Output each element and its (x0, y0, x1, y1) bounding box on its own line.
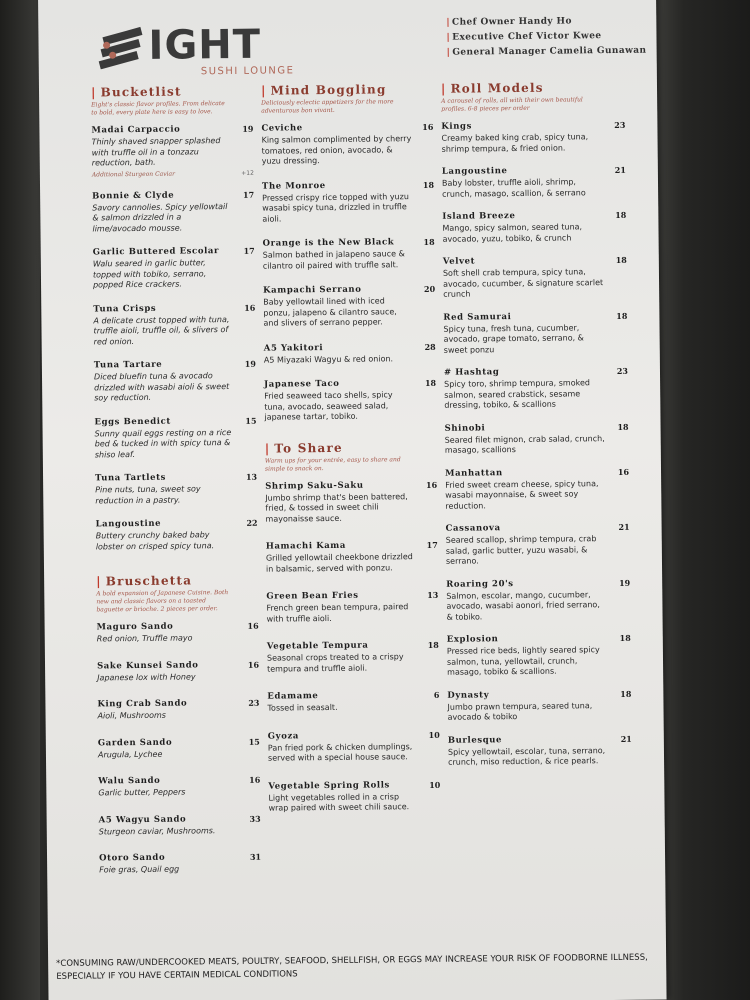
item-description: Seared scallop, shrimp tempura, crab salad, garlic butter, yuzu wasabi, & serrano. (445, 534, 597, 566)
item-description: Spicy toro, shrimp tempura, smoked salmon, seared crabstick, sesame dressing, tobiko, & scallions (444, 378, 590, 410)
item-description: Sunny quail eggs resting on a rice bed & tucked in with spicy tuna & shiso leaf. (94, 427, 232, 459)
item-description: Pine nuts, tuna, sweet soy reduction in a pastry. (95, 484, 201, 505)
item-description: Foie gras, Quail egg (99, 864, 180, 875)
menu-item (99, 851, 262, 876)
menu-item (442, 209, 627, 245)
section-description: Deliciously eclectic appetizers for the more adventurous bon vivant. (261, 98, 394, 115)
item-addon-price: +12 (241, 169, 254, 177)
menu-item (97, 697, 260, 722)
item-description: Pressed crispy rice topped with yuzu wasabi spicy tuna, drizzled in truffle aioli. (262, 191, 409, 224)
item-name: Island Breeze (442, 211, 516, 222)
item-price: 16 (247, 620, 259, 631)
eight-logo-mark-icon (96, 23, 148, 70)
item-name: Tuna Crisps (93, 303, 157, 314)
item-description: Arugula, Lychee (97, 749, 163, 759)
item-description: French green bean tempura, paired with truffle aioli. (266, 602, 409, 624)
item-price: 13 (427, 589, 439, 600)
section-description: A bold expansion of Japanese Cuisine. Both new and classic flavors on a toasted baguette or brioche. 2 pieces per order. (96, 589, 229, 614)
item-description: Savory cannolies. Spicy yellowtail & salmon drizzled in a lime/avocado mousse. (92, 201, 228, 233)
section-description: Warm ups for your entrée, easy to share and simple to snack on. (264, 455, 401, 473)
item-price: 18 (424, 377, 437, 388)
item-description: Buttery crunchy baked baby lobster on crisped spicy tuna. (95, 530, 215, 551)
section-title: | To Share (264, 440, 343, 456)
item-description: Pan fried pork & chicken dumplings, served with a special house sauce. (267, 741, 413, 763)
item-description: Fried sweet cream cheese, spicy tuna, wasabi mayonnaise, & sweet soy reduction. (445, 478, 599, 511)
staff-person: Victor Kwee (536, 31, 602, 42)
item-price: 10 (428, 729, 440, 740)
item-name: King Crab Sando (97, 698, 188, 710)
item-list (441, 119, 632, 768)
item-name: Cassanova (445, 523, 501, 534)
item-price: 17 (426, 539, 438, 550)
menu-item (97, 736, 260, 760)
item-name: Garden Sando (97, 737, 173, 748)
raw-food-disclaimer: *CONSUMING RAW/UNDERCOOKED MEATS, POULTRY, SEAFOOD, SHELLFISH, OR EGGS MAY INCREASE YOUR RISK OF FOODBORNE ILLNESS, ESPECIALLY IF YOU HAVE CERTAIN MEDICAL CONDITIONS (56, 952, 648, 982)
item-name: A5 Yakitori (263, 342, 324, 354)
staff-line: | Executive Chef Victor Kwee (446, 31, 602, 43)
section-to-share (264, 440, 441, 815)
item-name: # Hashtag (443, 367, 500, 378)
item-price: 18 (616, 310, 628, 321)
menu-item (443, 365, 629, 411)
item-description: Grilled yellowtail cheekbone drizzled in balsamic, served with ponzu. (265, 552, 413, 574)
section-description: A carousel of rolls, all with their own beautiful profiles. 6-8 pieces per order (441, 96, 583, 113)
item-name: Tuna Tartlets (95, 472, 167, 484)
menu-item (92, 245, 255, 291)
menu-item (267, 729, 440, 765)
item-description: Spicy tuna, fresh tuna, cucumber, avocado, grape tomato, serrano, & sweet ponzu (443, 322, 584, 355)
item-name: Gyoza (267, 730, 300, 742)
item-description: Fried seaweed taco shells, spicy tuna, avocado, seaweed salad, japanese tartar, tobiko. (264, 390, 393, 422)
item-price: 18 (615, 209, 627, 220)
item-description: Light vegetables rolled in a crisp wrap paired with sweet chili sauce. (268, 791, 410, 813)
item-description: Sturgeon caviar, Mushrooms. (98, 825, 216, 836)
item-addon: Additional Sturgeon Caviar (91, 170, 176, 178)
item-name: Tuna Tartare (93, 359, 163, 371)
menu-item (441, 119, 626, 155)
item-price: 16 (617, 466, 630, 477)
menu-item (447, 688, 632, 724)
item-price: 18 (619, 632, 631, 643)
item-name: Kampachi Serrano (263, 284, 362, 296)
menu-item (268, 779, 441, 815)
item-price: 16 (249, 774, 261, 785)
menu-item (444, 466, 630, 512)
item-list (96, 620, 262, 876)
item-description: Baby lobster, truffle aioli, shrimp, crunch, masago, scallion, & serrano (441, 177, 586, 199)
menu-item (265, 539, 438, 575)
menu-page (38, 0, 667, 1000)
table-surface-left (0, 0, 40, 1000)
staff-role: General Manager (452, 46, 547, 58)
item-name: Vegetable Tempura (266, 640, 369, 652)
item-description: Mango, spicy salmon, seared tuna, avocado, yuzu, tobiko, & crunch (442, 222, 583, 244)
menu-item (266, 589, 439, 625)
item-list (265, 479, 441, 815)
staff-role: Chef Owner (451, 17, 516, 28)
item-name: Langoustine (95, 518, 162, 530)
staff-list (446, 14, 646, 61)
section-title: | Bucketlist (90, 84, 182, 100)
item-name: Hamachi Kama (265, 540, 347, 552)
menu-item (98, 813, 261, 837)
menu-item (441, 164, 626, 200)
staff-role: Executive Chef (452, 31, 533, 43)
menu-item (444, 421, 629, 457)
section-bruschetta (96, 573, 262, 876)
menu-column-right (440, 80, 632, 780)
item-price: 22 (246, 517, 258, 528)
section-roll-models (440, 80, 632, 768)
item-name: Shrimp Saku-Saku (265, 480, 364, 492)
item-price: 23 (616, 365, 629, 376)
menu-item (261, 179, 435, 225)
menu-item (442, 254, 627, 300)
item-description: Salmon bathed in jalapeno sauce & cilantro oil paired with truffle salt. (262, 249, 405, 271)
menu-item (96, 659, 260, 683)
item-description: A delicate crust topped with tuna, truffle aioli, truffle oil, & slivers of red onion. (93, 314, 230, 346)
staff-line: | Chef Owner Handy Ho (446, 16, 572, 28)
menu-item (267, 689, 440, 714)
menu-item (446, 577, 631, 623)
staff-person: Camelia Gunawan (549, 45, 647, 57)
item-name: Green Bean Fries (266, 590, 359, 602)
item-price: 23 (248, 697, 260, 708)
item-name: Japanese Taco (264, 378, 340, 390)
section-bucketlist (90, 84, 258, 552)
item-price: 16 (425, 479, 438, 490)
menu-item (92, 189, 255, 234)
item-description: Creamy baked king crab, spicy tuna, shrimp tempura, & fried onion. (441, 132, 589, 154)
item-name: Vegetable Spring Rolls (268, 779, 390, 792)
item-price: 21 (618, 521, 630, 532)
item-name: Edamame (267, 691, 319, 702)
item-name: Sake Kunsei Sando (96, 659, 199, 671)
item-name: Manhattan (444, 467, 503, 479)
item-name: Otoro Sando (99, 852, 166, 864)
item-price: 19 (242, 123, 254, 134)
item-description: Baby yellowtail lined with iced ponzu, jalapeno & cilantro sauce, and slivers of serrano pepper. (263, 296, 397, 328)
item-price: 18 (423, 236, 435, 247)
item-list (91, 123, 258, 552)
item-price: 17 (243, 245, 255, 256)
menu-item (93, 358, 256, 404)
item-name: Shinobi (444, 422, 486, 434)
logo-wordmark: IGHT (148, 21, 262, 69)
menu-item (445, 521, 630, 567)
item-description: Seasonal crops treated to a crispy tempura and truffle aioli. (266, 652, 404, 674)
item-name: Garlic Buttered Escolar (92, 246, 220, 258)
item-description: Thinly shaved snapper splashed with truffle oil in a tonzazu reduction, bath. (91, 136, 221, 168)
menu-item (95, 471, 258, 506)
staff-line: | General Manager Camelia Gunawan (446, 45, 647, 58)
item-description: Walu seared in garlic butter, topped with tobiko, serrano, popped Rice crackers. (92, 258, 207, 290)
item-price: 6 (433, 689, 440, 700)
item-name: Roaring 20's (446, 578, 514, 590)
menu-item (95, 517, 258, 552)
item-description: Salmon, escolar, mango, cucumber, avocado, wasabi aonori, fried serrano, & tobiko. (446, 589, 600, 622)
item-price: 21 (620, 733, 632, 744)
item-price: 19 (619, 577, 631, 588)
item-name: Dynasty (447, 689, 490, 701)
item-name: Velvet (442, 256, 476, 267)
item-price: 13 (245, 471, 258, 482)
item-price: 18 (422, 179, 435, 190)
item-name: Langoustine (441, 166, 508, 177)
item-price: 18 (620, 688, 632, 699)
item-price: 28 (424, 341, 436, 352)
item-description: Pressed rice beds, lightly seared spicy salmon, tuna, yellowtail, crunch, masago, tobiko & scallions. (446, 645, 600, 677)
menu-item (262, 236, 435, 272)
menu-item (264, 377, 437, 423)
item-price: 16 (244, 302, 256, 313)
item-list (261, 121, 437, 423)
item-name: Kings (441, 121, 472, 132)
section-title: | Mind Boggling (260, 82, 387, 98)
section-title: | Bruschetta (96, 573, 193, 589)
menu-item (443, 310, 628, 356)
item-description: Tossed in seasalt. (267, 702, 338, 713)
item-price: 15 (248, 736, 260, 747)
item-description: Jumbo shrimp that's been battered, fried, & tossed in sweet chili mayonaisse sauce. (265, 491, 408, 524)
item-price: 31 (249, 851, 262, 862)
menu-item (96, 620, 259, 645)
item-description: Japanese lox with Honey (97, 671, 196, 682)
item-description: Red onion, Truffle mayo (96, 633, 193, 644)
item-description: Soft shell crab tempura, spicy tuna, avocado, cucumber, & signature scarlet crunch (442, 267, 604, 299)
item-description: Aioli, Mushrooms (97, 710, 166, 721)
item-name: Explosion (446, 634, 499, 645)
item-price: 15 (245, 415, 257, 426)
menu-item (447, 733, 632, 769)
menu-item (261, 121, 434, 167)
menu-item (91, 123, 254, 178)
menu-item (263, 341, 436, 366)
section-mind-boggling (260, 82, 437, 423)
staff-person: Handy Ho (518, 16, 572, 27)
section-description: Eight's classic flavor profiles. From delicate to bold, every plate here is easy to love. (91, 100, 225, 117)
item-name: Ceviche (261, 123, 303, 134)
item-name: Walu Sando (98, 775, 161, 787)
menu-item (266, 639, 439, 675)
menu-item (263, 283, 436, 329)
menu-column-middle (260, 82, 441, 831)
item-description: Garlic butter, Peppers (98, 787, 186, 798)
item-description: Jumbo prawn tempura, seared tuna, avocado & tobiko (447, 700, 593, 722)
item-price: 18 (615, 254, 627, 265)
eight-logo (96, 21, 297, 83)
item-name: A5 Wagyu Sando (98, 813, 187, 825)
item-name: Bonnie & Clyde (92, 190, 175, 201)
menu-item (265, 479, 438, 525)
item-price: 23 (614, 119, 626, 130)
item-name: Eggs Benedict (94, 416, 171, 427)
item-price: 16 (247, 659, 260, 670)
item-price: 10 (429, 779, 441, 790)
item-price: 16 (422, 121, 434, 132)
section-title: | Roll Models (440, 80, 544, 96)
item-price: 20 (423, 283, 436, 294)
item-price: 17 (242, 189, 255, 200)
item-description: King salmon complimented by cherry tomatoes, red onion, avocado, & yuzu dressing. (261, 134, 412, 166)
menu-item (98, 774, 261, 799)
item-price: 18 (617, 421, 629, 432)
item-name: Orange is the New Black (262, 237, 395, 249)
menu-column-left (90, 84, 262, 892)
item-name: Red Samurai (443, 311, 512, 323)
logo-subtitle: SUSHI LOUNGE (200, 65, 295, 78)
menu-item (93, 302, 256, 347)
item-price: 21 (614, 164, 626, 175)
item-name: Madai Carpaccio (91, 124, 181, 136)
item-name: Burlesque (447, 734, 503, 746)
item-description: A5 Miyazaki Wagyu & red onion. (263, 353, 394, 365)
menu-item (446, 632, 631, 678)
item-name: Maguro Sando (96, 621, 174, 633)
item-price: 19 (244, 358, 256, 369)
menu-item (94, 415, 257, 460)
item-description: Spicy yellowtail, escolar, tuna, serrano, crunch, miso reduction, & rice pearls. (447, 745, 606, 767)
item-name: The Monroe (261, 180, 326, 192)
item-price: 33 (249, 813, 261, 824)
item-price: 18 (427, 639, 439, 650)
item-description: Diced bluefin tuna & avocado drizzled with wasabi aioli & sweet soy reduction. (93, 371, 230, 403)
item-description: Seared filet mignon, crab salad, crunch, masago, scallions (444, 433, 605, 455)
